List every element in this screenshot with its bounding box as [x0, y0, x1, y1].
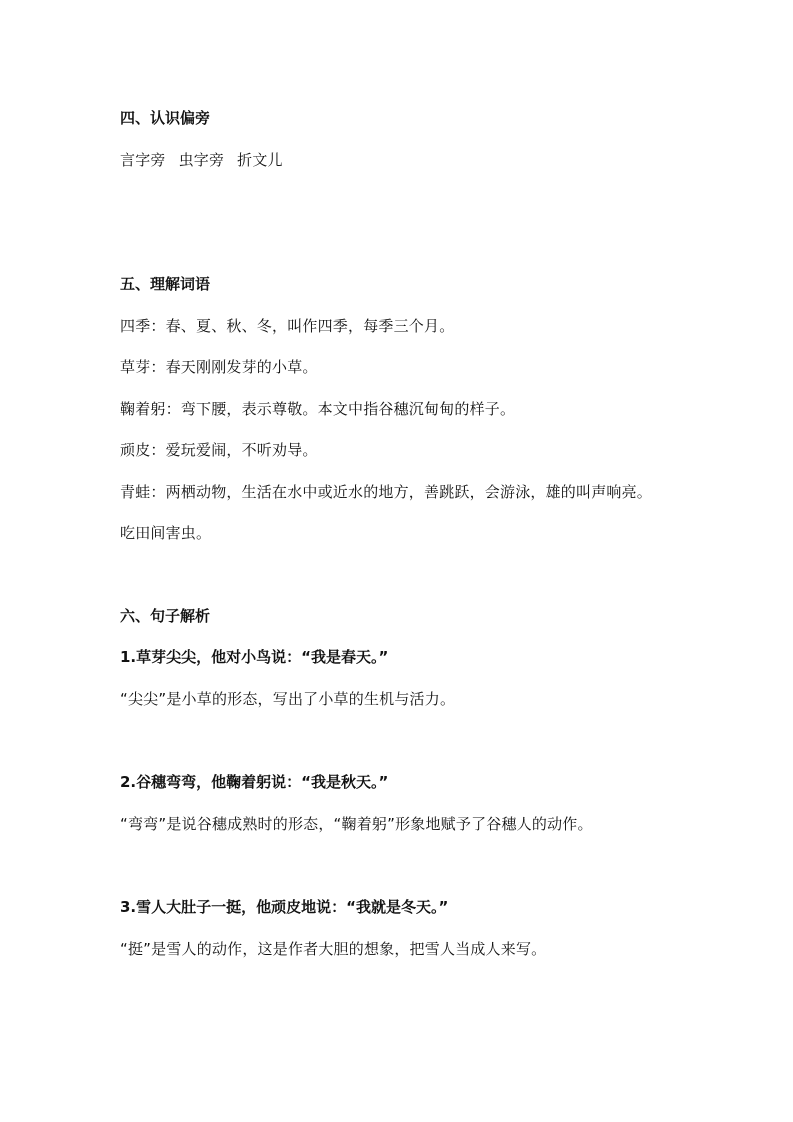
vocabulary-line: 吃田间害虫。	[120, 524, 212, 542]
section-heading-vocabulary: 五、理解词语	[120, 275, 211, 293]
radical-item: 虫字旁	[178, 151, 225, 169]
vocabulary-line: 顽皮：爱玩爱闹，不听劝导。	[120, 441, 318, 459]
section-heading-radicals: 四、认识偏旁	[120, 109, 211, 127]
vocabulary-line: 四季：春、夏、秋、冬，叫作四季，每季三个月。	[120, 317, 455, 335]
section-heading-sentences: 六、句子解析	[120, 607, 211, 625]
radical-item: 言字旁	[120, 151, 166, 169]
vocabulary-line: 草芽：春天刚刚发芽的小草。	[120, 358, 318, 376]
sentence-quote: 3.雪人大肚子一挺，他顽皮地说：“我就是冬天。”	[120, 898, 449, 916]
sentence-analysis: “挺”是雪人的动作，这是作者大胆的想象，把雪人当成人来写。	[120, 940, 547, 958]
vocabulary-line: 青蛙：两栖动物，生活在水中或近水的地方，善跳跃，会游泳，雄的叫声响亮。	[120, 483, 653, 501]
sentence-quote: 2.谷穗弯弯，他鞠着躬说：“我是秋天。”	[120, 773, 389, 791]
sentence-analysis: “尖尖”是小草的形态，写出了小草的生机与活力。	[120, 690, 456, 708]
radical-item: 折文儿	[237, 151, 283, 169]
sentence-quote: 1.草芽尖尖，他对小鸟说：“我是春天。”	[120, 648, 389, 666]
vocabulary-line: 鞠着躬：弯下腰，表示尊敬。本文中指谷穗沉甸甸的样子。	[120, 400, 516, 418]
sentence-analysis: “弯弯”是说谷穗成熟时的形态，“鞠着躬”形象地赋予了谷穗人的动作。	[120, 815, 593, 833]
radicals-list	[120, 150, 283, 170]
